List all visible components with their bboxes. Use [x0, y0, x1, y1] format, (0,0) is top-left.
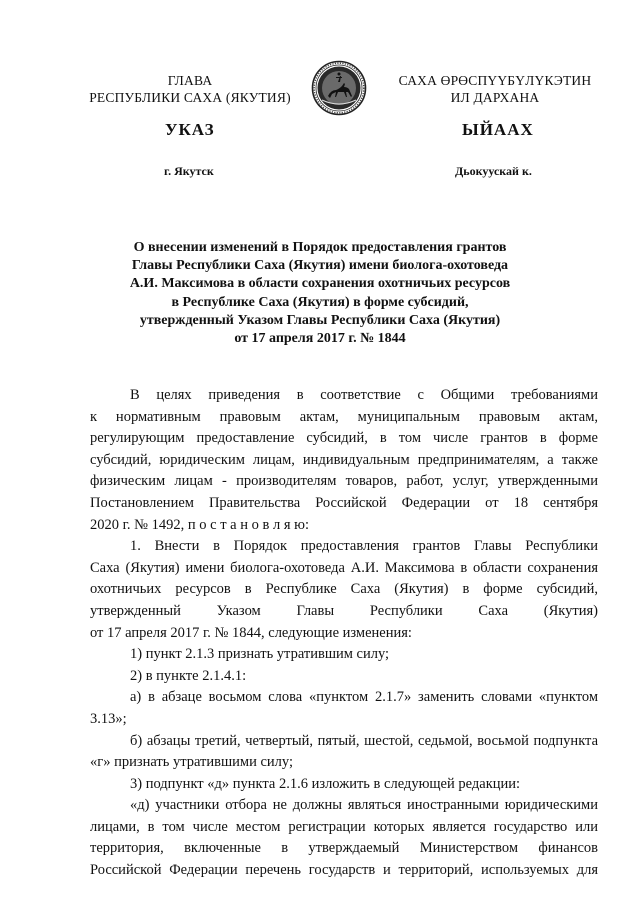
- title-line: О внесении изменений в Порядок предоставления грантов: [133, 240, 507, 255]
- city-yakut: Дьокуускай к.: [455, 164, 532, 178]
- header-left-line2: РЕСПУБЛИКИ САХА (ЯКУТИЯ): [89, 90, 291, 105]
- body-line: Российской Федерации перечень государств и территорий, используемых для: [90, 862, 598, 879]
- body-line: «д) участники отбора не должны являться иностранными юридическими: [130, 797, 598, 814]
- header-right-line1: САХА ӨРӨСПҮҮБҮЛҮКЭТИН: [398, 73, 592, 88]
- body-line: Саха (Якутия) имени биолога-охотоведа А.И. Максимова в области сохранения: [90, 559, 598, 576]
- title-line: в Республике Саха (Якутия) в форме субсидий,: [171, 294, 469, 310]
- document-body: [90, 385, 598, 882]
- header-left: [80, 72, 300, 106]
- body-line: Постановлением Правительства Российской Федерации от 18 сентября: [90, 494, 598, 511]
- coat-of-arms-emblem-icon: [311, 60, 367, 116]
- body-line: лицами, в том числе местом регистрации которых является государство или: [90, 818, 598, 835]
- body-line: В целях приведения в соответствие с Общими требованиями: [130, 387, 598, 403]
- body-line: б) абзацы третий, четвертый, пятый, шестой, седьмой, восьмой подпункта: [130, 732, 598, 749]
- title-line: А.И. Максимова в области сохранения охотничьих ресурсов: [129, 276, 511, 292]
- body-line: 1. Внести в Порядок предоставления грантов Главы Республики: [130, 538, 598, 555]
- title-line: утвержденный Указом Главы Республики Саха (Якутия): [139, 312, 501, 328]
- body-line: 3.13»;: [90, 710, 127, 727]
- body-line: регулирующим предоставление субсидий, в том числе грантов в форме: [90, 430, 598, 447]
- body-line: 3) подпункт «д» пункта 2.1.6 изложить в следующей редакции:: [130, 775, 521, 792]
- body-line: а) в абзаце восьмом слова «пунктом 2.1.7» заменить словами «пунктом: [130, 689, 598, 706]
- body-line: 1) пункт 2.1.3 признать утратившим силу;: [130, 646, 390, 663]
- title-line: Главы Республики Саха (Якутия) имени биолога-охотоведа: [131, 258, 509, 274]
- doc-type-yakut: ЫЙААХ: [462, 120, 534, 139]
- body-line: физическим лицам - производителям товаров, работ, услуг, утвержденными: [90, 473, 598, 490]
- body-line: от 17 апреля 2017 г. № 1844, следующие изменения:: [90, 624, 412, 641]
- header-right-line2: ИЛ ДАРХАНА: [450, 90, 540, 105]
- body-line: к нормативным правовым актам, муниципальным правовым актам,: [90, 408, 598, 425]
- body-line: субсидий, юридическим лицам, индивидуальным предпринимателям, а также: [90, 451, 598, 468]
- body-line: 2) в пункте 2.1.4.1:: [130, 667, 247, 684]
- city-russian: г. Якутск: [164, 164, 214, 178]
- header-left-line1: ГЛАВА: [167, 73, 213, 88]
- body-line: утвержденный Указом Главы Республики Саха (Якутия): [90, 602, 598, 619]
- doc-type-russian: УКАЗ: [165, 120, 215, 139]
- body-line: «г» признать утратившими силу;: [90, 754, 293, 771]
- header-right: [385, 72, 605, 106]
- document-title: [100, 239, 540, 348]
- body-line: 2020 г. № 1492, п о с т а н о в л я ю:: [90, 516, 309, 533]
- body-line: территория, включенные в утверждаемый Министерством финансов: [90, 840, 598, 857]
- body-line: охотничьих ресурсов в Республике Саха (Якутия) в форме субсидий,: [90, 581, 598, 598]
- title-line: от 17 апреля 2017 г. № 1844: [234, 331, 406, 347]
